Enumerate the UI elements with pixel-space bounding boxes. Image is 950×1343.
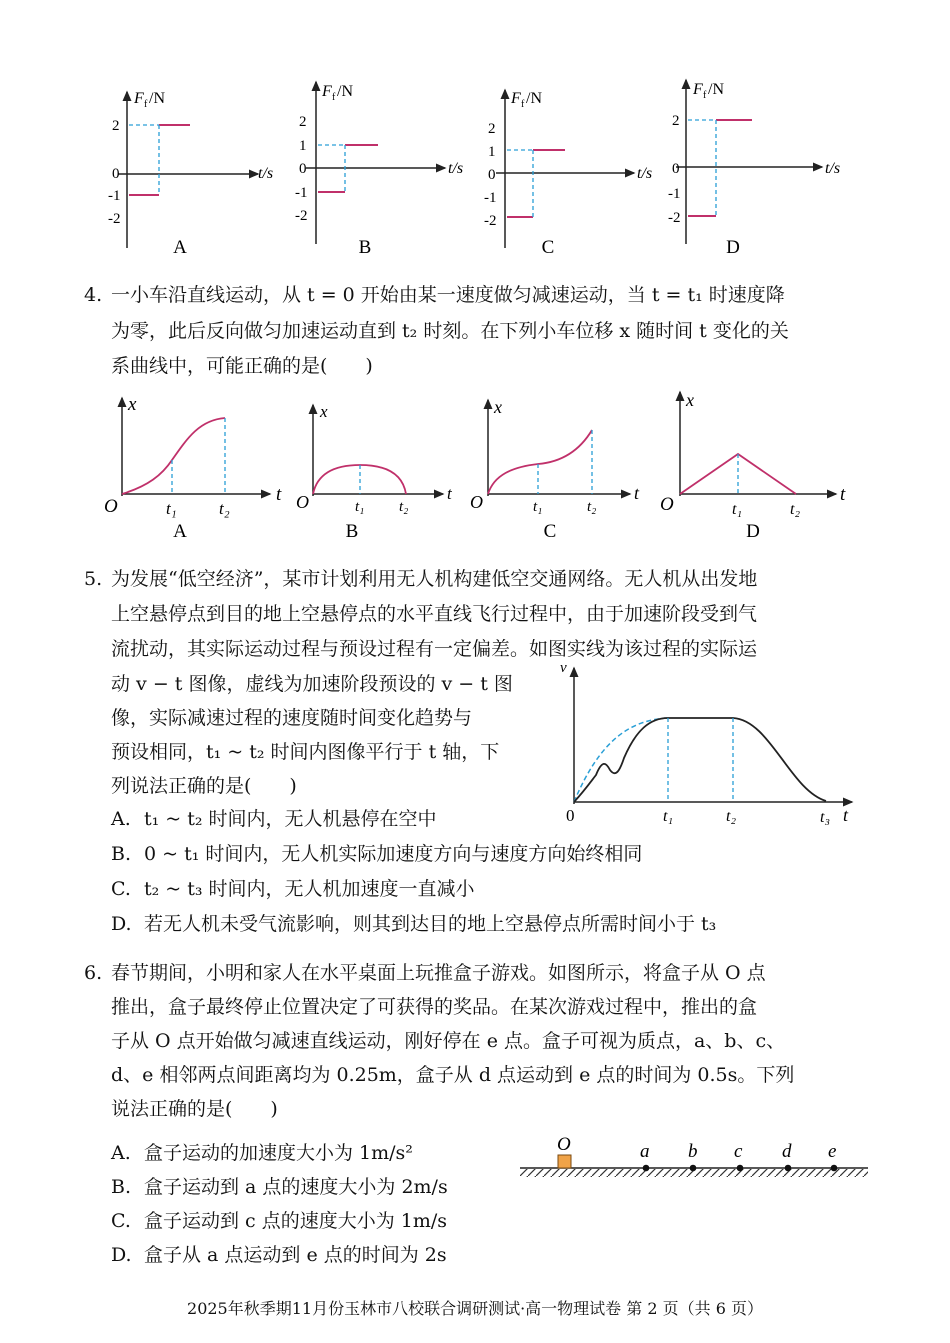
svg-text:t/s: t/s <box>637 165 653 182</box>
svg-text:x: x <box>320 402 328 421</box>
svg-text:t/s: t/s <box>825 160 841 177</box>
svg-text:t₂: t₂ <box>219 499 230 518</box>
svg-text:0: 0 <box>566 806 575 825</box>
q5-line-7: 列说法正确的是( ) <box>111 775 297 797</box>
svg-text:O: O <box>660 494 674 515</box>
svg-text:t/s: t/s <box>258 165 274 182</box>
q4-graph-d <box>660 390 846 542</box>
q6-line-5: 说法正确的是( ) <box>111 1098 278 1120</box>
svg-text:f: f <box>703 90 707 101</box>
svg-text:-2: -2 <box>108 211 121 227</box>
svg-text:t₁: t₁ <box>166 499 177 518</box>
svg-text:O: O <box>557 1134 571 1155</box>
q4-line-2: 为零，此后反向做匀加速运动直到 t₂ 时刻。在下列小车位移 x 随时间 t 变化的关 <box>111 320 789 342</box>
svg-text:-2: -2 <box>484 213 497 229</box>
q6-option-b[interactable]: B. 盒子运动到 a 点的速度大小为 2m/s <box>111 1176 448 1198</box>
q5-option-c[interactable]: C. t₂ ~ t₃ 时间内，无人机加速度一直减小 <box>111 878 475 900</box>
q5-line-5: 像，实际减速过程的速度随时间变化趋势与 <box>111 707 473 729</box>
svg-text:t₂: t₂ <box>399 499 409 515</box>
svg-text:O: O <box>296 492 309 512</box>
svg-text:A: A <box>173 521 187 542</box>
q5-option-d[interactable]: D. 若无人机未受气流影响，则其到达目的地上空悬停点所需时间小于 t₃ <box>111 913 717 935</box>
svg-text:-1: -1 <box>668 186 681 202</box>
q4-number: 4. <box>84 284 103 306</box>
q4-graphs <box>0 385 950 545</box>
svg-text:/N: /N <box>526 90 542 107</box>
svg-text:x: x <box>686 390 694 410</box>
svg-text:O: O <box>104 496 118 517</box>
svg-text:t/s: t/s <box>448 160 464 177</box>
svg-text:f: f <box>332 92 336 103</box>
q5-number: 5. <box>84 568 103 590</box>
svg-text:F: F <box>134 90 144 107</box>
q3-graph-d <box>668 80 840 258</box>
svg-text:2: 2 <box>112 118 120 134</box>
svg-text:F: F <box>693 81 703 98</box>
svg-text:c: c <box>734 1141 743 1162</box>
q5-line-6: 预设相同，t₁ ~ t₂ 时间内图像平行于 t 轴，下 <box>111 741 500 763</box>
svg-text:/N: /N <box>149 90 165 107</box>
svg-text:t₁: t₁ <box>732 501 743 518</box>
svg-text:t₁: t₁ <box>663 808 674 825</box>
svg-text:1: 1 <box>299 138 307 154</box>
q4-graph-a <box>104 394 282 542</box>
svg-text:a: a <box>640 1141 650 1162</box>
svg-text:d: d <box>782 1141 792 1162</box>
q5-line-2: 上空悬停点到目的地上空悬停点的水平直线飞行过程中，由于加速阶段受到气 <box>111 603 758 625</box>
svg-text:b: b <box>688 1141 698 1162</box>
q6-line-2: 推出，盒子最终停止位置决定了可获得的奖品。在某次游戏过程中，推出的盒 <box>111 996 758 1018</box>
q3-graph-a <box>108 90 273 258</box>
svg-text:B: B <box>358 237 372 258</box>
svg-text:-1: -1 <box>295 185 308 201</box>
svg-text:t: t <box>447 484 452 503</box>
svg-text:t: t <box>634 483 640 503</box>
q5-vt-graph <box>550 655 870 830</box>
svg-text:B: B <box>345 521 359 542</box>
q4-line-3: 系曲线中，可能正确的是( ) <box>111 355 373 377</box>
q4-graph-b <box>296 402 453 542</box>
svg-text:0: 0 <box>112 166 120 182</box>
svg-text:D: D <box>746 521 760 542</box>
svg-text:2: 2 <box>299 114 307 130</box>
svg-text:t₃: t₃ <box>820 809 831 826</box>
svg-text:0: 0 <box>488 167 496 183</box>
svg-text:D: D <box>726 237 740 258</box>
svg-text:t: t <box>276 484 282 505</box>
q6-line-1: 春节期间，小明和家人在水平桌面上玩推盒子游戏。如图所示，将盒子从 O 点 <box>111 962 766 984</box>
svg-text:0: 0 <box>299 161 307 177</box>
q5-line-1: 为发展“低空经济”，某市计划利用无人机构建低空交通网络。无人机从出发地 <box>111 568 758 590</box>
q6-option-d[interactable]: D. 盒子从 a 点运动到 e 点的时间为 2s <box>111 1244 447 1266</box>
svg-text:-2: -2 <box>295 208 308 224</box>
svg-text:-2: -2 <box>668 210 681 226</box>
svg-text:f: f <box>521 99 525 110</box>
svg-text:f: f <box>144 99 148 110</box>
svg-text:e: e <box>828 1141 837 1162</box>
svg-text:t₁: t₁ <box>355 499 365 515</box>
box-icon <box>558 1155 571 1168</box>
svg-text:2: 2 <box>488 121 496 137</box>
svg-text:t₂: t₂ <box>587 499 597 515</box>
svg-text:-1: -1 <box>108 188 121 204</box>
q3-graph-b <box>295 82 463 258</box>
q5-line-3: 流扰动，其实际运动过程与预设过程有一定偏差。如图实线为该过程的实际运 <box>111 638 758 660</box>
q5-line-4: 动 v − t 图像，虚线为加速阶段预设的 v − t 图 <box>111 673 513 695</box>
svg-text:F: F <box>322 83 332 100</box>
svg-text:t₁: t₁ <box>533 499 543 515</box>
q4-graph-c <box>470 397 640 542</box>
q6-track-diagram <box>515 1130 875 1185</box>
svg-text:/N: /N <box>708 81 724 98</box>
q3-graphs <box>0 70 950 270</box>
page-footer: 2025年秋季期11月份玉林市八校联合调研测试·高一物理试卷 第 2 页（共 6 页） <box>187 1299 763 1318</box>
svg-text:C: C <box>541 237 555 258</box>
svg-text:0: 0 <box>672 161 680 177</box>
svg-text:t₂: t₂ <box>726 808 737 825</box>
svg-text:v: v <box>560 660 567 676</box>
svg-text:t₂: t₂ <box>790 501 801 518</box>
svg-text:t: t <box>843 805 849 825</box>
q6-line-4: d、e 相邻两点间距离均为 0.25m，盒子从 d 点运动到 e 点的时间为 0.5s。下列 <box>111 1064 795 1086</box>
q3-graph-c <box>484 90 652 258</box>
svg-text:2: 2 <box>672 113 680 129</box>
svg-text:C: C <box>543 521 557 542</box>
svg-text:1: 1 <box>488 144 496 160</box>
q5-option-a[interactable]: A. t₁ ~ t₂ 时间内，无人机悬停在空中 <box>111 808 437 830</box>
q5-option-b[interactable]: B. 0 ~ t₁ 时间内，无人机实际加速度方向与速度方向始终相同 <box>111 843 643 865</box>
q6-number: 6. <box>84 962 103 984</box>
q6-option-a[interactable]: A. 盒子运动的加速度大小为 1m/s² <box>111 1142 413 1164</box>
q6-line-3: 子从 O 点开始做匀减速直线运动，刚好停在 e 点。盒子可视为质点，a、b、c、 <box>111 1030 786 1052</box>
svg-text:x: x <box>128 394 137 415</box>
svg-text:t: t <box>840 484 846 505</box>
svg-text:-1: -1 <box>484 190 497 206</box>
svg-text:/N: /N <box>337 83 353 100</box>
svg-text:F: F <box>511 90 521 107</box>
q4-line-1: 一小车沿直线运动，从 t = 0 开始由某一速度做匀减速运动，当 t = t₁ 时速度降 <box>111 284 785 306</box>
svg-text:A: A <box>173 237 187 258</box>
q6-option-c[interactable]: C. 盒子运动到 c 点的速度大小为 1m/s <box>111 1210 448 1232</box>
svg-text:x: x <box>494 397 502 417</box>
svg-text:O: O <box>470 492 483 512</box>
